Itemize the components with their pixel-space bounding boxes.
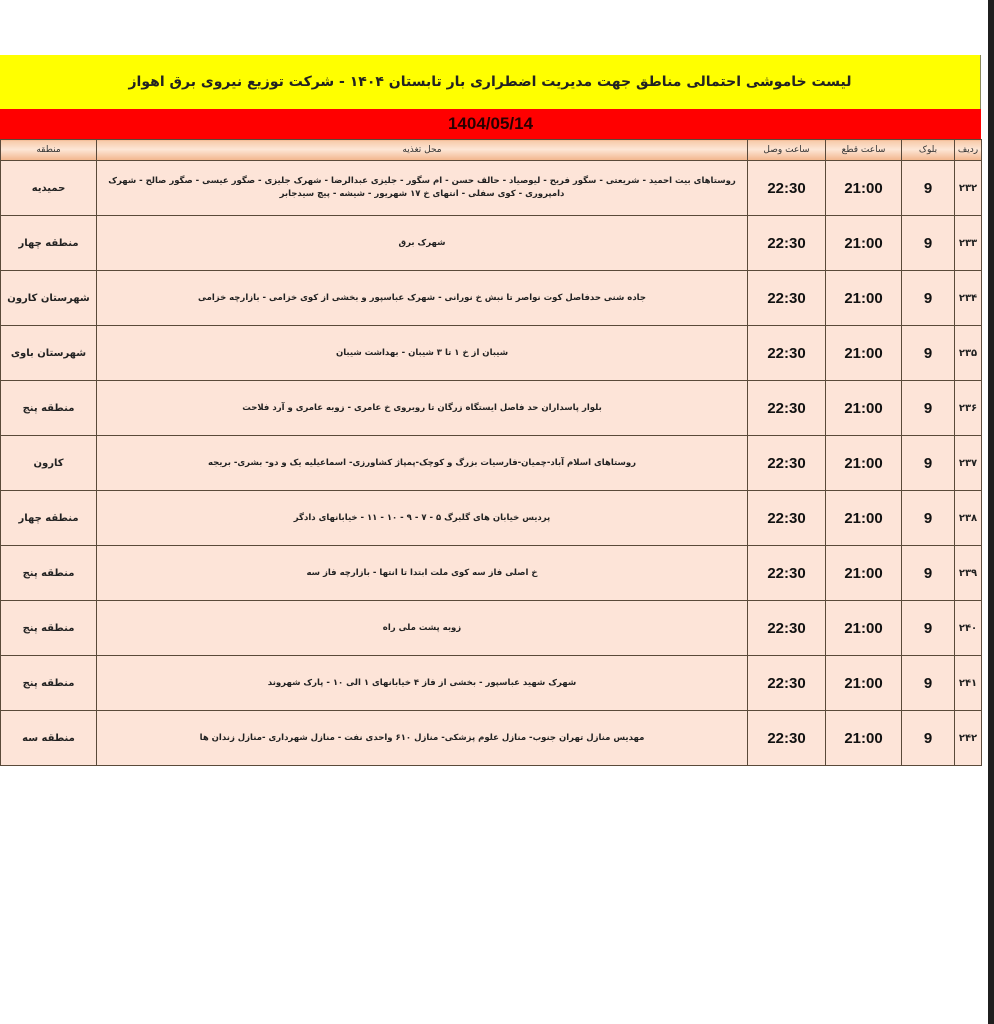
row-number: ۲۳۷ xyxy=(955,436,982,491)
column-header-feed-location: محل تغذیه xyxy=(97,140,748,161)
feed-location: شهرک برق xyxy=(97,216,748,271)
region: منطقه سه xyxy=(1,711,97,766)
region: منطقه پنج xyxy=(1,546,97,601)
region: منطقه چهار xyxy=(1,491,97,546)
cut-time: 21:00 xyxy=(826,546,902,601)
block-number: 9 xyxy=(902,326,955,381)
document-title: لیست خاموشی احتمالی مناطق جهت مدیریت اضطراری بار تابستان ۱۴۰۴ - شرکت توزیع نیروی برق اهواز xyxy=(128,74,852,90)
cut-time: 21:00 xyxy=(826,491,902,546)
reconnect-time: 22:30 xyxy=(748,546,826,601)
table-row xyxy=(1,381,982,436)
region: کارون xyxy=(1,436,97,491)
region: شهرستان باوی xyxy=(1,326,97,381)
table-row xyxy=(1,216,982,271)
block-number: 9 xyxy=(902,216,955,271)
column-header-row-number: ردیف xyxy=(955,140,982,161)
region: شهرستان کارون xyxy=(1,271,97,326)
column-header-block: بلوک xyxy=(902,140,955,161)
table-row xyxy=(1,711,982,766)
table-header-row xyxy=(1,140,982,161)
block-number: 9 xyxy=(902,271,955,326)
title-band xyxy=(0,55,981,109)
block-number: 9 xyxy=(902,381,955,436)
region: منطقه پنج xyxy=(1,601,97,656)
cut-time: 21:00 xyxy=(826,271,902,326)
outage-sheet xyxy=(0,55,981,766)
column-header-region: منطقه xyxy=(1,140,97,161)
row-number: ۲۳۵ xyxy=(955,326,982,381)
row-number: ۲۳۹ xyxy=(955,546,982,601)
outage-table xyxy=(0,139,982,766)
document-date: 1404/05/14 xyxy=(447,114,534,133)
reconnect-time: 22:30 xyxy=(748,271,826,326)
cut-time: 21:00 xyxy=(826,381,902,436)
row-number: ۲۳۶ xyxy=(955,381,982,436)
row-number: ۲۴۱ xyxy=(955,656,982,711)
reconnect-time: 22:30 xyxy=(748,601,826,656)
reconnect-time: 22:30 xyxy=(748,216,826,271)
table-row xyxy=(1,656,982,711)
feed-location: جاده شنی حدفاصل کوت نواصر تا نبش خ نورانی - شهرک عباسپور و بخشی از کوی خزامی - بازارچه خزامی xyxy=(97,271,748,326)
reconnect-time: 22:30 xyxy=(748,326,826,381)
reconnect-time: 22:30 xyxy=(748,656,826,711)
feed-location: پردیس خیابان های گلبرگ ۵ - ۷ - ۹ - ۱۰ - ۱۱ - خیابانهای دادگر xyxy=(97,491,748,546)
region: حمیدیه xyxy=(1,161,97,216)
reconnect-time: 22:30 xyxy=(748,491,826,546)
feed-location: بلوار پاسداران حد فاصل ایستگاه زرگان تا روبروی خ عامری - زوبه عامری و آرد فلاحت xyxy=(97,381,748,436)
table-row xyxy=(1,546,982,601)
cut-time: 21:00 xyxy=(826,601,902,656)
table-row xyxy=(1,436,982,491)
block-number: 9 xyxy=(902,601,955,656)
cut-time: 21:00 xyxy=(826,326,902,381)
column-header-cut-time: ساعت قطع xyxy=(826,140,902,161)
row-number: ۲۴۲ xyxy=(955,711,982,766)
feed-location: خ اصلی فاز سه کوی ملت ابتدا تا انتها - بازارچه فاز سه xyxy=(97,546,748,601)
row-number: ۲۳۳ xyxy=(955,216,982,271)
block-number: 9 xyxy=(902,546,955,601)
table-row xyxy=(1,271,982,326)
reconnect-time: 22:30 xyxy=(748,381,826,436)
cut-time: 21:00 xyxy=(826,656,902,711)
cut-time: 21:00 xyxy=(826,216,902,271)
block-number: 9 xyxy=(902,436,955,491)
row-number: ۲۳۲ xyxy=(955,161,982,216)
column-header-reconnect-time: ساعت وصل xyxy=(748,140,826,161)
feed-location: زوبه پشت ملی راه xyxy=(97,601,748,656)
table-row xyxy=(1,326,982,381)
date-band xyxy=(0,109,981,139)
feed-location: مهدیس منازل تهران جنوب- منازل علوم پزشکی- منازل ۶۱۰ واحدی نفت - منازل شهرداری -منازل زندان ها xyxy=(97,711,748,766)
row-number: ۲۴۰ xyxy=(955,601,982,656)
feed-location: روستاهای بیت احمید - شریعتی - سگور فریح - لیوصیاد - حالف حسن - ام سگور - جلیزی عبدالرضا - شهرک جلیزی - صگور عیسی - صگور صالح - شهرک دامپروری - کوی سفلی - انتهای خ ۱۷ شهریور - شیشه - پیچ سیدجابر xyxy=(97,161,748,216)
row-number: ۲۳۸ xyxy=(955,491,982,546)
table-row xyxy=(1,601,982,656)
table-row xyxy=(1,161,982,216)
region: منطقه پنج xyxy=(1,381,97,436)
reconnect-time: 22:30 xyxy=(748,436,826,491)
block-number: 9 xyxy=(902,711,955,766)
block-number: 9 xyxy=(902,491,955,546)
feed-location: شیبان از خ ۱ تا ۳ شیبان - بهداشت شیبان xyxy=(97,326,748,381)
cut-time: 21:00 xyxy=(826,161,902,216)
row-number: ۲۳۴ xyxy=(955,271,982,326)
viewer-edge-bar xyxy=(988,0,994,1024)
cut-time: 21:00 xyxy=(826,436,902,491)
table-row xyxy=(1,491,982,546)
region: منطقه پنج xyxy=(1,656,97,711)
reconnect-time: 22:30 xyxy=(748,161,826,216)
feed-location: شهرک شهید عباسپور - بخشی از فاز ۴ خیابانهای ۱ الی ۱۰ - پارک شهروند xyxy=(97,656,748,711)
block-number: 9 xyxy=(902,161,955,216)
feed-location: روستاهای اسلام آباد-چمیان-فارسیات بزرگ و کوچک-پمپاژ کشاورزی- اسماعیلیه یک و دو- بشری- بریجه xyxy=(97,436,748,491)
reconnect-time: 22:30 xyxy=(748,711,826,766)
cut-time: 21:00 xyxy=(826,711,902,766)
region: منطقه چهار xyxy=(1,216,97,271)
block-number: 9 xyxy=(902,656,955,711)
